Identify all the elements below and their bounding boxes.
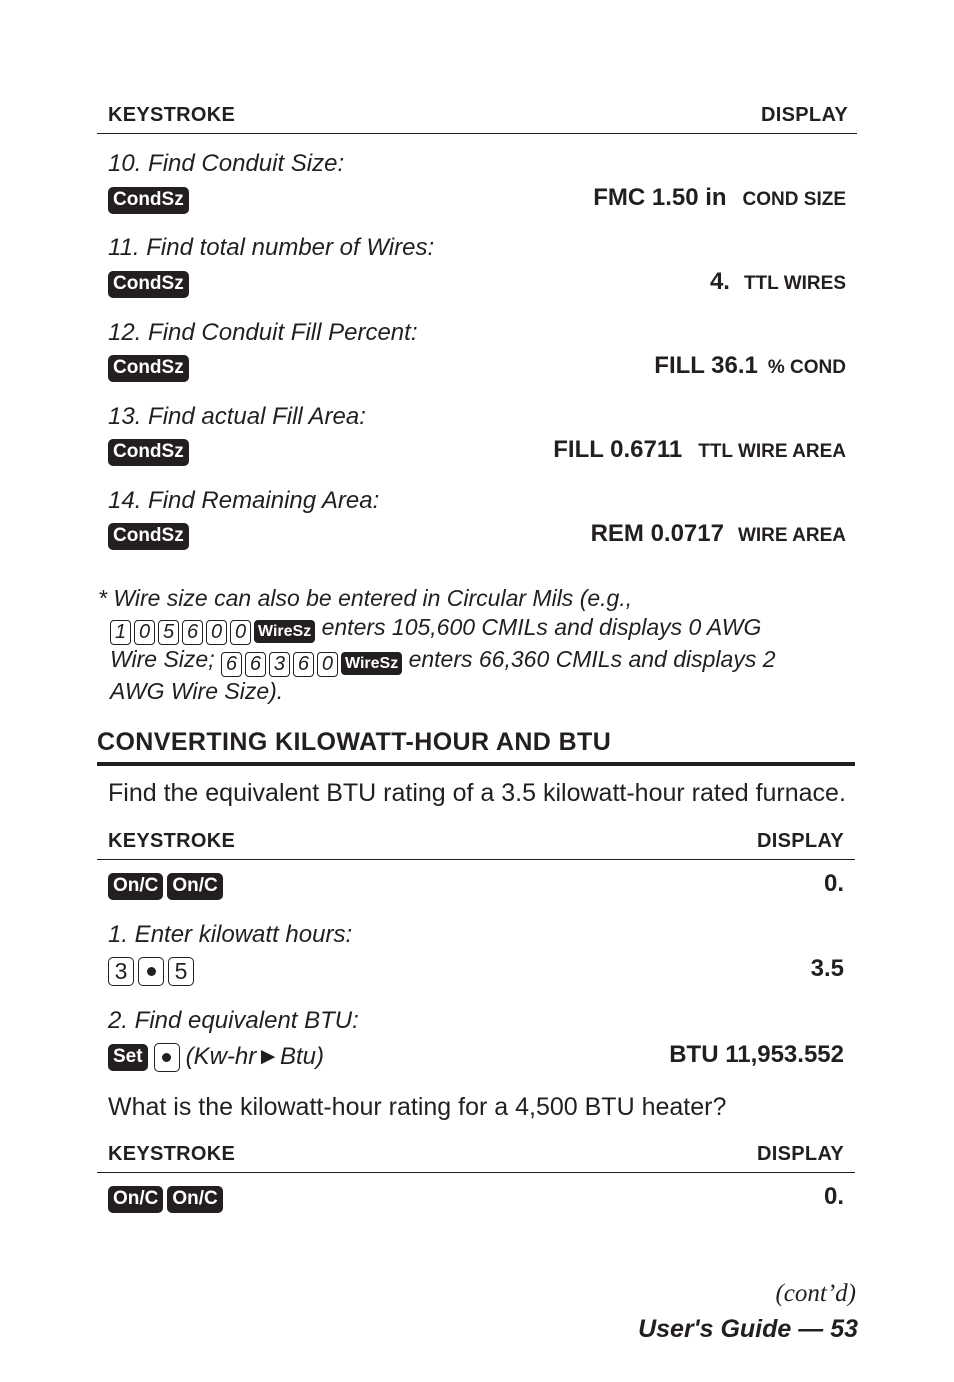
step-label: 2. Find equivalent BTU: <box>108 1007 359 1034</box>
display-value: BTU 11,953.552 <box>669 1041 844 1068</box>
digit-key: 5 <box>158 620 179 645</box>
header-rule <box>97 1172 855 1173</box>
table-row <box>108 1183 844 1215</box>
keystroke-header: KEYSTROKE <box>108 104 236 126</box>
digit-key: 0 <box>230 620 251 645</box>
display-suffix: WIRE AREA <box>737 525 846 546</box>
on-clear-key: On/C <box>108 1186 163 1213</box>
display-value: 0. <box>823 1183 844 1210</box>
display-suffix: TTL WIRES <box>743 273 846 294</box>
decimal-point-key <box>138 957 164 986</box>
step-label: 10. Find Conduit Size: <box>108 150 345 177</box>
display-value: 4. <box>709 268 730 295</box>
display-value: 3.5 <box>810 955 844 982</box>
table-row <box>108 268 846 300</box>
digit-key: 0 <box>317 652 338 677</box>
digit-key: 3 <box>108 957 134 986</box>
on-clear-key: On/C <box>167 873 222 900</box>
footnote-line <box>98 645 858 677</box>
condsz-key: CondSz <box>108 271 189 298</box>
display-value: FMC 1.50 in <box>593 184 727 211</box>
display-suffix: TTL WIRE AREA <box>698 441 846 462</box>
keystroke-header: KEYSTROKE <box>108 1143 236 1165</box>
digit-key: 0 <box>134 620 155 645</box>
digit-key: 5 <box>168 957 194 986</box>
section-rule <box>97 762 855 766</box>
footnote-text: enters 105,600 CMILs and displays 0 AWG <box>321 614 762 640</box>
on-clear-key: On/C <box>108 873 163 900</box>
question-text: Find the equivalent BTU rating of a 3.5 kilowatt-hour rated furnace. <box>108 779 846 807</box>
step-label: 1. Enter kilowatt hours: <box>108 921 353 948</box>
footnote-line: * Wire size can also be entered in Circular Mils (e.g., <box>98 585 633 611</box>
table-row <box>108 870 844 902</box>
display-value: 0. <box>823 870 844 897</box>
display-suffix: COND SIZE <box>742 189 846 210</box>
decimal-point-key <box>154 1043 180 1072</box>
set-key: Set <box>108 1044 148 1071</box>
conversion-label: (Kw-hr►Btu) <box>185 1043 325 1070</box>
digit-key: 6 <box>221 652 242 677</box>
step-label: 13. Find actual Fill Area: <box>108 403 366 430</box>
step-label: 12. Find Conduit Fill Percent: <box>108 319 418 346</box>
header-rule <box>97 133 857 134</box>
table-row <box>108 955 844 987</box>
condsz-key: CondSz <box>108 523 189 550</box>
condsz-key: CondSz <box>108 355 189 382</box>
page-footer: User's Guide — 53 <box>638 1315 858 1343</box>
footnote-line <box>98 613 858 645</box>
on-clear-key: On/C <box>167 1186 222 1213</box>
step-label: 11. Find total number of Wires: <box>108 234 435 261</box>
header-rule <box>97 859 855 860</box>
table-row <box>108 184 846 216</box>
table-row <box>108 1041 844 1073</box>
display-value: FILL 36.1 <box>654 352 758 379</box>
display-suffix: % COND <box>767 357 846 378</box>
footnote-line: AWG Wire Size). <box>110 678 284 704</box>
step-label: 14. Find Remaining Area: <box>108 487 380 514</box>
table-row <box>108 520 846 552</box>
digit-key: 6 <box>293 652 314 677</box>
condsz-key: CondSz <box>108 187 189 214</box>
table-row <box>108 352 846 384</box>
digit-key: 0 <box>206 620 227 645</box>
display-value: FILL 0.6711 <box>553 436 683 463</box>
footnote <box>98 584 858 706</box>
section-title: CONVERTING KILOWATT-HOUR AND BTU <box>97 728 612 756</box>
digit-key: 6 <box>245 652 266 677</box>
display-header: DISPLAY <box>761 104 848 126</box>
wiresz-key: WireSz <box>254 620 315 643</box>
digit-key: 6 <box>182 620 203 645</box>
display-header: DISPLAY <box>757 1143 844 1165</box>
wiresz-key: WireSz <box>341 652 402 675</box>
display-header: DISPLAY <box>757 830 844 852</box>
display-value: REM 0.0717 <box>590 520 724 547</box>
question-text: What is the kilowatt-hour rating for a 4,500 BTU heater? <box>108 1093 727 1121</box>
footnote-text: enters 66,360 CMILs and displays 2 <box>408 646 776 672</box>
table-row <box>108 436 846 468</box>
digit-key: 1 <box>110 620 131 645</box>
condsz-key: CondSz <box>108 439 189 466</box>
continued-note: (cont’d) <box>775 1280 856 1307</box>
digit-key: 3 <box>269 652 290 677</box>
footnote-text: Wire Size; <box>110 646 215 672</box>
keystroke-header: KEYSTROKE <box>108 830 236 852</box>
